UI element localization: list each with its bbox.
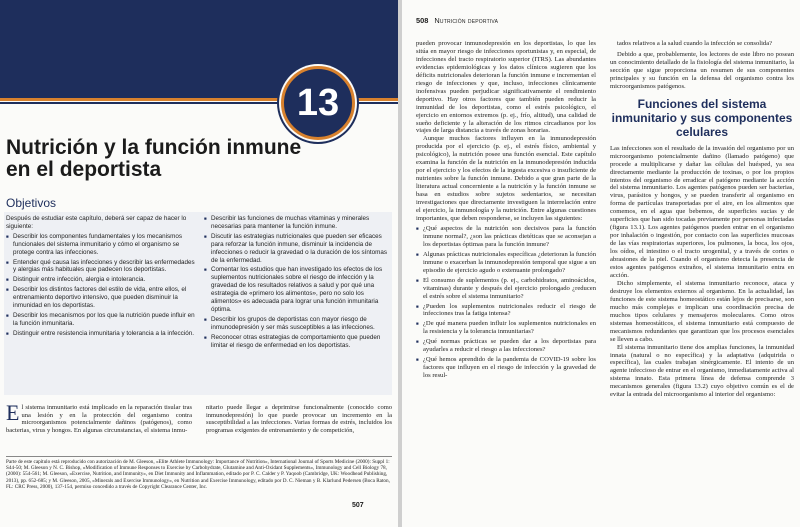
body-text-column-1 [6,400,192,434]
objective-item: ■ Describir las funciones de muchas vitaminas y minerales necesarias para mantener la función inmune. [204,215,392,231]
paragraph: pueden provocar inmunodepresión en los deportistas, lo que les sitúa en mayor riesgo de infecciones oportunistas y, en especial, de infecciones del tracto respiratorio superior (ITRS). Las abundantes evidencias epidemiológicas y los datos clínicos sugieren que los déficits nutricionales deterioran la función inmune e incrementan el riesgo de infecciones y que, incluso, infecciones clínicamente inofensivas pueden perjudicar significativamente el rendimiento deportivo. Hay otros factores que también pueden reducir la inmunidad de los deportistas, como el estrés psicológico, el ejercicio en entornos extremos (p. ej., frío, altitud), una calidad de sueño deficiente y la alteración de los ritmos circadianos por los viajes de larga distancia a través de zonas horarias. [416,40,596,135]
objective-item: ■ Comentar los estudios que han investigado los efectos de los suplementos nutricionales sobre el riesgo de infección y la gravedad de los resultados relativos a salud y por qué una estrategia de «primero los alimentos», pero no solo los alimentos» es adecuada para lograr una función inmunitaria óptima. [204,266,392,313]
objective-item: ■ Describir los grupos de deportistas con mayor riesgo de inmunodepresión y ser más susceptibles a las infecciones. [204,316,392,332]
question-item: ■ ¿De qué manera pueden influir los suplementos nutricionales en la resistencia y la tolerancia inmunitarias? [416,320,596,336]
paragraph: El sistema inmunitario tiene dos amplias funciones, la inmunidad innata (natural o no específica) y la adaptativa (adquirida o específica), las cuales trabajan sinérgicamente. El intento de un agente infeccioso de entrar en el organismo, inmediatamente activa al sistema innato. Esta primera línea de defensa comprende 3 mecanismos generales (figura 13.2) cuyo objetivo común es el de evitar la entrada del microorganismo al interior del organismo: [610,343,794,399]
text-column-1 [416,40,596,382]
left-page [0,0,398,527]
drop-cap: E [6,400,20,425]
question-item: ■ Algunas prácticas nutricionales específicas ¿deterioran la función inmune o exacerban la inmunodepresión temporal que sigue a un episodio de ejercicio agudo o extenuante prolongado? [416,251,596,275]
questions-list [416,225,596,380]
running-head-title: Nutrición deportiva [434,16,499,25]
page-number-right: 508 [416,16,429,25]
paragraph: Debido a que, probablemente, los lectores de este libro no posean un conocimiento detallado de la fisiología del sistema inmunitario, la sección que sigue proporciona un resumen de sus componentes principales y su función en la defensa del organismo contra los microorganismos patógenos. [610,50,794,90]
objectives-heading: Objetivos [6,196,57,210]
chapter-number-badge [281,66,355,140]
question-item: ■ ¿Qué aspectos de la nutrición son decisivos para la función inmune normal?, ¿son las prácticas dietéticas que se aconsejan a los deportistas óptimas para la función inmune? [416,225,596,249]
objective-item: ■ Entender qué causa las infecciones y describir las enfermedades y alergias más habituales que padecen los deportistas. [6,259,196,275]
paragraph: Las infecciones son el resultado de la invasión del organismo por un microorganismo potencialmente dañino (llamado patógeno) que procede a multiplicarse y dañar las células del huésped, ya sea directamente mediante la producción de toxinas, o por los propios intentos del organismo de erradicar el patógeno mediante la acción del sistema inmunitario. Los agentes patógenos pueden ser bacterias, virus, parásitos y hongos, y se pueden transferir al organismo en forma de partículas transportadas por el aire, en los alimentos que comemos, en el agua que bebemos, de superficies sucias y de superficies que han sido tocadas previamente por personas infectadas (figura 13.1). Los agentes patógenos pueden entrar en el organismo por inhalación o ingestión, por contacto con las superficies mucosas de las vías respiratorias superiores, los pulmones, la boca, los ojos, los oídos, el intestino o el tracto urogenital, y a través de cortes o abrasiones de la piel. Cuando el organismo detecta la presencia de estos agentes patógenos extraños, el sistema inmunitario entra en acción. [610,144,794,279]
question-item: ■ El consumo de suplementos (p. ej., carbohidratos, aminoácidos, vitaminas) durante y después del ejercicio prolongado ¿reducen el estrés sobre el sistema inmunitario? [416,277,596,301]
running-head [416,16,498,25]
objective-item: ■ Describir los componentes fundamentales y los mecanismos funcionales del sistema inmunitario y cómo el organismo se protege contra las infecciones. [6,233,196,257]
objective-item: ■ Discutir las estrategias nutricionales que pueden ser eficaces para reforzar la función inmune, disminuir la incidencia de infecciones o reducir la gravedad o la duración de los síntomas de la enfermedad. [204,233,392,265]
objective-item: ■ Reconocer otras estrategias de comportamiento que pueden limitar el riesgo de enfermedad en los deportistas. [204,334,392,350]
page-number-left: 507 [352,502,364,509]
chapter-number: 13 [296,82,340,124]
objectives-column-2 [204,215,392,352]
body-paragraph: l sistema inmunitario está implicado en la reparación tisular tras una lesión y en la protección del organismo contra microorganismos potencialmente dañinos (patógenos), como bacterias, virus y hongos. En algunas circunstancias, el sistema inmu- [6,404,192,434]
question-item: ■ ¿Qué hemos aprendido de la pandemia de COVID-19 sobre los factores que influyen en el riesgo de infección y la gravedad de los resul- [416,356,596,380]
section-heading: Funciones del sistema inmunitario y sus componentes celulares [611,96,793,139]
chapter-title: Nutrición y la función inmune en el deportista [6,136,302,181]
question-item: ■ ¿Qué normas prácticas se pueden dar a los deportistas para ayudarles a reducir el riesgo a las infecciones? [416,338,596,354]
objective-item: ■ Distinguir entre infección, alergia e intolerancia. [6,276,196,284]
objectives-column-1 [6,215,196,340]
text-column-2 [610,40,794,399]
objective-item: ■ Distinguir entre resistencia inmunitaria y tolerancia a la infección. [6,330,196,338]
objective-item: ■ Describir los mecanismos por los que la nutrición puede influir en la función inmunitaria. [6,312,196,328]
source-footnote: Parte de este capítulo está reproducido con autorización de M. Gleeson, «Elite Athlete Immunology: Importance of Nutrition», International Journal of Sports Medicine (2000): Suppl 1: S44-50; M. Gleeson y N. C. Bishop, «Modification of Immune Responses to Exercise by Carbohydrate, Glutamine and Anti-Oxidant Supplements», Immunology and Cell Biology 78, (2000): 554-561; M. Gleeson, «Exercise, Nutrition, and Immunity», en Diet Immunity and Inflammation, editado por P. C. Calder y P. Yaqoob (Cambridge, UK: Woodhead Publishing, 2013), pp. 652-685; y M. Gleeson, 2005, «Minerals and Exercise Immunology», en Nutrition and Exercise Immunology, editado por D. C. Nieman y B. Klarlund Pedersen (Boca Raton, FL: CRC Press, 2000), 137-154, permiso concedido a través de Copyright Clearance Center, Inc. [6,456,392,490]
paragraph: tados relativos a la salud cuando la infección se consolida? [617,40,773,47]
paragraph: Aunque muchos factores influyen en la inmunodepresión producida por el ejercicio (p. ej., el estrés físico, ambiental y psicológico), la nutrición posee una función esencial. Este capítulo examina la función de la nutrición en la inmunodepresión inducida por el ejercicio y los efectos de la ingesta excesiva o insuficiente de nutrientes sobre la función inmune. Debido a que gran parte de la literatura actual concerniente a la nutrición y la función inmune se basa en estudios sobre sujetos sedentarios, se necesitan investigaciones que directamente investiguen la interrelación entre el ejercicio, la inmunología y la nutrición. Entre algunas cuestiones importantes, que deben responderse, se incluyen las siguientes: [416,135,596,222]
question-item: ■ ¿Pueden los suplementos nutricionales reducir el riesgo de infecciones tras la fatiga intensa? [416,303,596,319]
paragraph: Dicho simplemente, el sistema inmunitario reconoce, ataca y destruye los elementos externos al organismo. En la actualidad, las funciones de este sistema homeostático están lejos de precisarse, son mucho más complejas e implican una coordinación precisa de muchos tipos celulares y mensajeros moleculares. Como otros sistemas homeostáticos, el sistema inmunitario está compuesto de mecanismos redundantes que garantizan que los procesos esenciales se lleven a cabo. [610,279,794,343]
body-text-column-2: nitario puede llegar a deprimirse funcionalmente (conocido como inmunodepresión) lo que puede provocar un incremento en la susceptibilidad a las infecciones. Varias formas de estrés, incluidos los programas exigentes de entrenamiento y de competición, [206,404,392,434]
objective-item: ■ Describir los distintos factores del estilo de vida, entre ellos, el entrenamiento deportivo intensivo, que pueden disminuir la inmunidad en los deportistas. [6,286,196,310]
objectives-intro: Después de estudiar este capítulo, deberá ser capaz de hacer lo siguiente: [6,215,187,230]
right-page [402,0,800,527]
